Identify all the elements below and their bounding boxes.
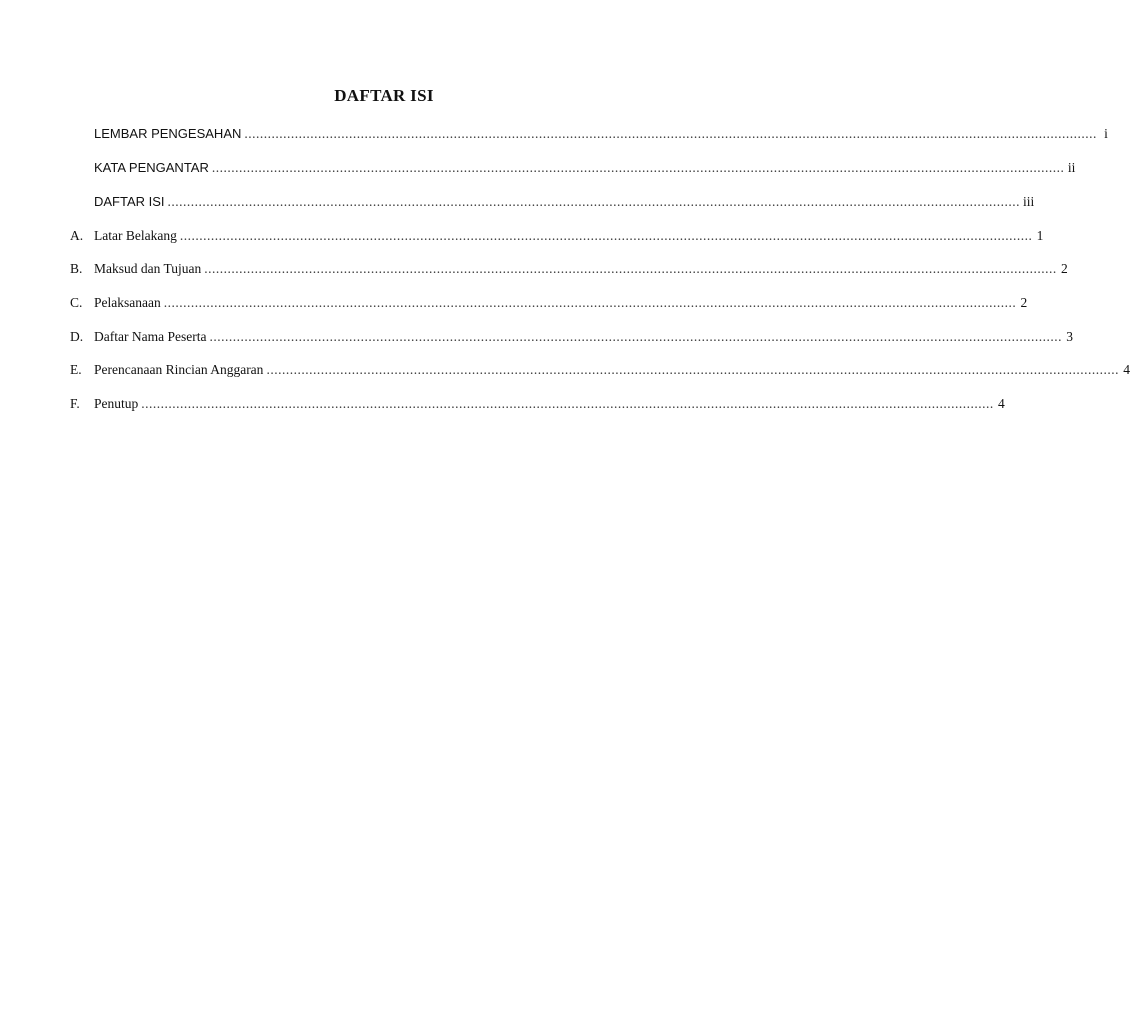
toc-entry-label: Latar Belakang <box>94 228 177 243</box>
toc-entry-page: 1 <box>1036 228 1044 243</box>
toc-entry-daftar-isi <box>70 194 1035 212</box>
page-title: DAFTAR ISI <box>334 86 434 105</box>
toc-leader-dots: ............................................................................................................................................................................................................................ <box>244 126 1097 141</box>
toc-entry-label: KATA PENGANTAR <box>94 160 209 175</box>
toc-entry-maksud-dan-tujuan <box>70 261 1068 279</box>
toc-leader-dots: ............................................................................................................................................................................................................................ <box>179 228 1033 243</box>
toc-entry-page: 2 <box>1061 261 1068 276</box>
toc-leader-dots: ............................................................................................................................................................................................................................ <box>209 329 1062 344</box>
toc-entry-penutup <box>70 396 1005 414</box>
toc-entry-page: i <box>1104 126 1108 141</box>
toc-entry-letter: A. <box>70 228 84 243</box>
toc-entry-lembar-pengesahan <box>70 126 1108 144</box>
toc-entry-label: Daftar Nama Peserta <box>94 329 207 344</box>
toc-entry-label: LEMBAR PENGESAHAN <box>94 126 242 141</box>
toc-entry-page: 2 <box>1020 295 1028 310</box>
toc-entry-page: 4 <box>1123 362 1130 377</box>
toc-entry-letter: E. <box>70 362 82 377</box>
toc-leader-dots: ............................................................................................................................................................................................................................ <box>167 194 1021 209</box>
toc-entry-label: Perencanaan Rincian Anggaran <box>94 362 264 377</box>
toc-entry-letter: F. <box>70 396 80 411</box>
toc-leader-dots: ............................................................................................................................................................................................................................ <box>204 261 1057 276</box>
toc-leader-dots: ............................................................................................................................................................................................................................ <box>163 295 1017 310</box>
toc-entry-letter: C. <box>70 295 83 310</box>
toc-entry-page: 4 <box>998 396 1005 411</box>
toc-entry-label: Maksud dan Tujuan <box>94 261 202 276</box>
toc-entry-letter: B. <box>70 261 83 276</box>
toc-leader-dots: ............................................................................................................................................................................................................................ <box>141 396 994 411</box>
toc-entry-label: DAFTAR ISI <box>94 194 165 209</box>
toc-leader-dots: ............................................................................................................................................................................................................................ <box>211 160 1065 175</box>
toc-entry-perencanaan-rincian-anggaran <box>70 362 1130 380</box>
toc-entry-label: Penutup <box>94 396 139 411</box>
toc-entry-daftar-nama-peserta <box>70 329 1073 347</box>
toc-entry-latar-belakang <box>70 228 1044 246</box>
toc-leader-dots: ............................................................................................................................................................................................................................ <box>266 362 1119 377</box>
toc-entry-page: ii <box>1067 160 1076 175</box>
toc-entry-page: 3 <box>1066 329 1073 344</box>
toc-entry-kata-pengantar <box>70 160 1076 178</box>
toc-entry-letter: D. <box>70 329 84 344</box>
toc-entry-label: Pelaksanaan <box>94 295 161 310</box>
toc-entry-pelaksanaan <box>70 295 1028 313</box>
toc-entry-page: iii <box>1023 194 1035 209</box>
